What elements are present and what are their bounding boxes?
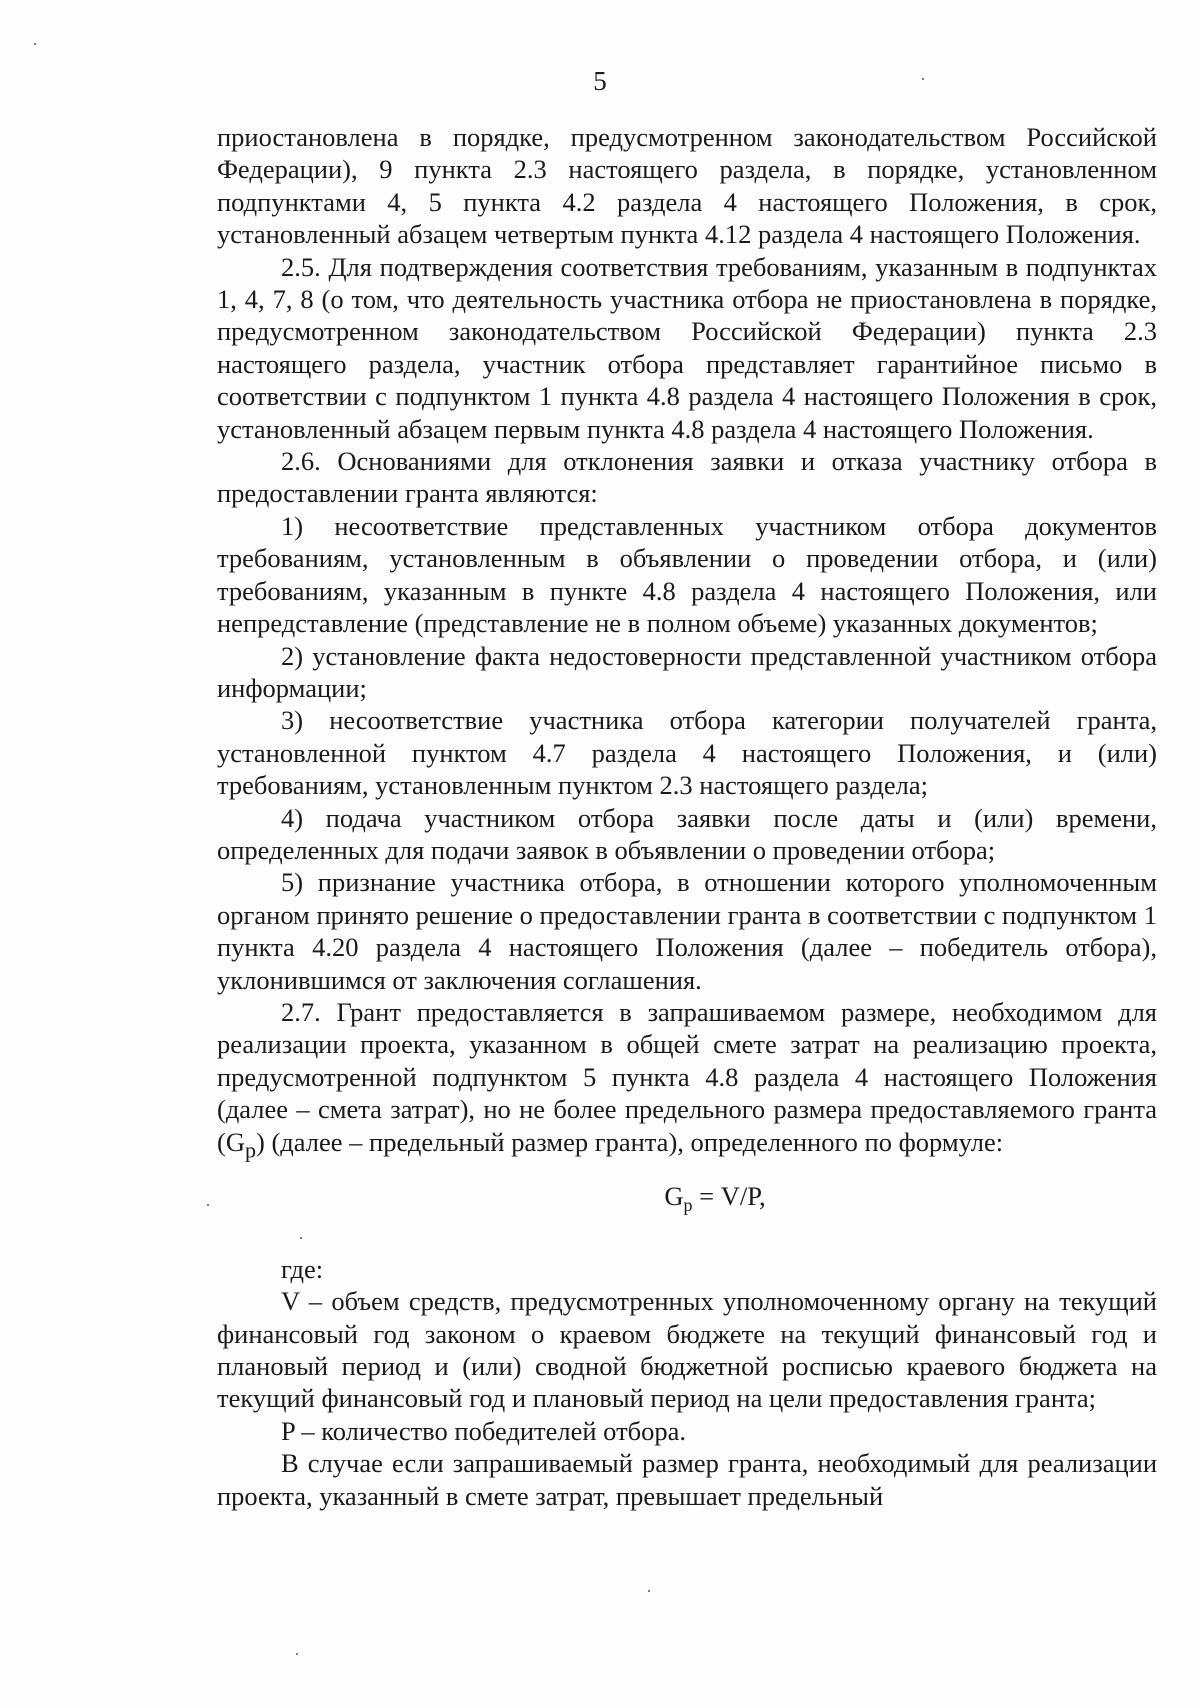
formula-lhs: G xyxy=(664,1181,684,1212)
scan-speck xyxy=(296,1653,298,1655)
list-item-1: 1) несоответствие представленных участником отбора документов требованиям, установленным в объявлении о проведении отбора, и (или) требованиям, указанным в пункте 4.8 раздела 4 настоящего Положения, или непредставление (представление не в полном объеме) указанных документов; xyxy=(217,510,1157,639)
formula xyxy=(217,1180,1157,1221)
scan-speck xyxy=(922,78,924,80)
paragraph-2-5: 2.5. Для подтверждения соответствия требованиям, указанным в подпунктах 1, 4, 7, 8 (о том, что деятельность участника отбора не приостановлена в порядке, предусмотренном законодательством Российской Федерации) пункта 2.3 настоящего раздела, участник отбора представляет гарантийное письмо в соответствии с подпунктом 1 пункта 4.8 раздела 4 настоящего Положения в срок, установленный абзацем первым пункта 4.8 раздела 4 настоящего Положения. xyxy=(217,251,1157,444)
paragraph-2-7-text-end: ) (далее – предельный размер гранта), определенного по формуле: xyxy=(256,1126,1004,1157)
formula-rhs: = V/P, xyxy=(692,1181,766,1212)
paragraph-2-6: 2.6. Основаниями для отклонения заявки и отказа участнику отбора в предоставлении гранта являются: xyxy=(217,446,1157,509)
list-item-2: 2) установление факта недостоверности представленной участником отбора информации; xyxy=(217,640,1157,703)
scan-speck xyxy=(207,1204,209,1206)
formula-lhs-subscript: р xyxy=(683,1195,693,1216)
paragraph-2-7 xyxy=(217,996,1157,1166)
list-item-3: 3) несоответствие участника отбора категории получателей гранта, установленной пунктом 4.7 раздела 4 настоящего Положения, и (или) требованиям, установленным пунктом 2.3 настоящего раздела; xyxy=(217,705,1157,801)
scan-speck xyxy=(300,1237,302,1239)
definition-p: P – количество победителей отбора. xyxy=(281,1415,687,1446)
scan-speck xyxy=(648,1590,650,1592)
paragraph-final: В случае если запрашиваемый размер гранта, необходимый для реализации проекта, указанный в смете затрат, превышает предельный xyxy=(217,1448,1157,1511)
definition-v: V – объем средств, предусмотренных уполномоченному органу на текущий финансовый год законом о краевом бюджете на текущий финансовый год и плановый период и (или) сводной бюджетной росписью краевого бюджета на текущий финансовый год и плановый период на цели предоставления гранта; xyxy=(217,1286,1157,1414)
document-body xyxy=(217,121,1157,1512)
paragraph-2-7-text-start: 2.7. Грант предоставляется в запрашиваемом размере, необходимом для реализации проекта, указанном в общей смете затрат на реализацию проекта, предусмотренной подпунктом 5 пункта 4.8 раздела 4 настоящего Положения (далее – смета затрат), но не более предельного размера предоставляемого гранта (G xyxy=(217,996,1157,1157)
where-label: где: xyxy=(281,1253,324,1284)
list-item-4: 4) подача участником отбора заявки после даты и (или) времени, определенных для подачи заявок в объявлении о проведении отбора; xyxy=(217,802,1157,865)
list-item-5: 5) признание участника отбора, в отношении которого уполномоченным органом принято решение о предоставлении гранта в соответствии с подпунктом 1 пункта 4.20 раздела 4 настоящего Положения (далее – победитель отбора), уклонившимся от заключения соглашения. xyxy=(217,867,1157,995)
page-number: 5 xyxy=(593,66,607,96)
paragraph-2-7-subscript: р xyxy=(244,1136,257,1162)
paragraph-continuation: приостановлена в порядке, предусмотренном законодательством Российской Федерации), 9 пункта 2.3 настоящего раздела, в порядке, установленном подпунктами 4, 5 пункта 4.2 раздела 4 настоящего Положения, в срок, установленный абзацем четвертым пункта 4.12 раздела 4 настоящего Положения. xyxy=(217,122,1157,250)
scan-speck xyxy=(34,43,36,45)
